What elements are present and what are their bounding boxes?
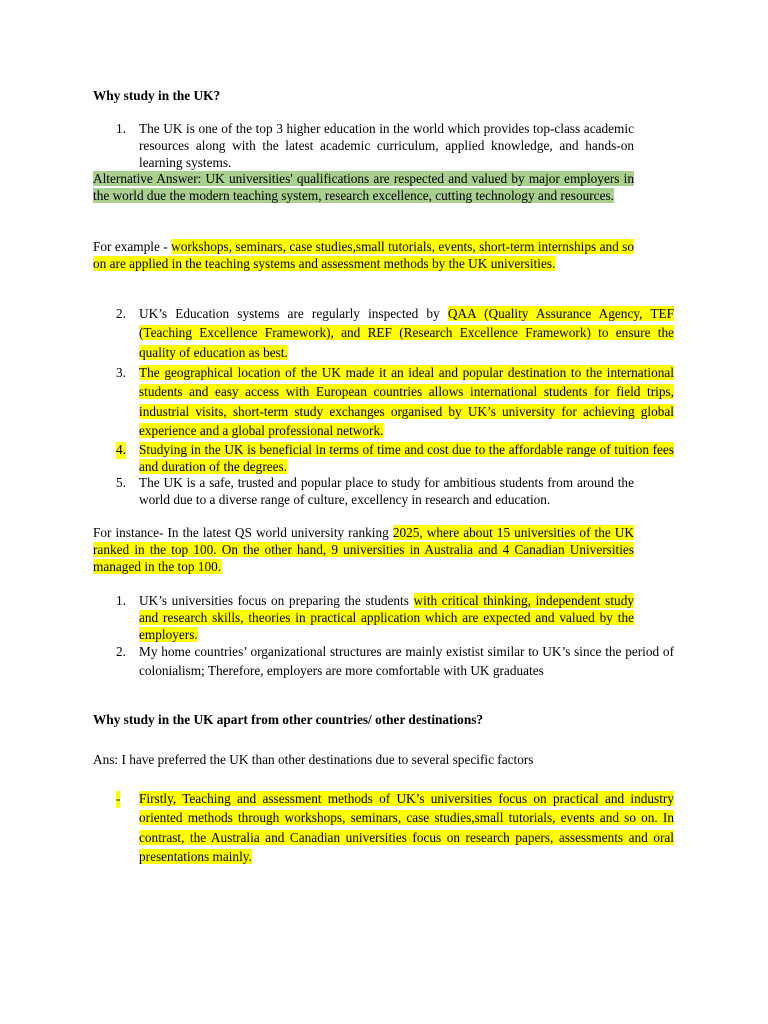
list-item-lead: UK’s Education systems are regularly inspected by: [139, 306, 448, 321]
heading-why-study-uk: Why study in the UK?: [93, 88, 221, 103]
list-item-text: [139, 363, 674, 441]
list-number: 3.: [116, 365, 126, 380]
list-item-text: The UK is one of the top 3 higher education in the world which provides top-class academic resources along with the latest academic curriculum, applied knowledge, and hands-on learning systems.: [139, 121, 634, 170]
list-item-text: [139, 593, 634, 643]
answer-line: Ans: I have preferred the UK than other destinations due to several specific factors: [93, 752, 534, 767]
list-number: 2.: [116, 306, 126, 321]
list-number: 5.: [116, 475, 126, 490]
yellow-highlight: The geographical location of the UK made it an ideal and popular destination to the international students and easy access with European countries allows international students for field trips, industrial visits, short-term study exchanges organised by UK’s university for achieving global experience and a global professional network.: [139, 365, 674, 439]
instance-lead: For instance- In the latest QS world university ranking: [93, 525, 393, 540]
example-lead: For example -: [93, 239, 172, 254]
alternative-answer-paragraph: [93, 171, 634, 205]
yellow-highlight: 2025, where about 15 universities of the UK ranked in the top 100. On the other hand, 9 universities in Australia and 4 Canadian Universities managed in the top 100.: [93, 525, 634, 574]
heading-apart-from-other-countries: Why study in the UK apart from other countries/ other destinations?: [93, 712, 484, 727]
yellow-highlight: Studying in the UK is beneficial in terms of time and cost due to the affordable range of tuition fees and duration of the degrees.: [139, 442, 674, 474]
green-highlight: Alternative Answer: UK universities' qualifications are respected and valued by major employers in the world due the modern teaching system, research excellence, cutting technology and resources.: [93, 171, 634, 203]
yellow-highlight: QAA (Quality Assurance Agency, TEF (Teaching Excellence Framework), and REF (Research Excellence Framework) to ensure the quality of education as best.: [139, 306, 675, 360]
list-number: 2.: [116, 644, 126, 659]
list-number: 1.: [116, 121, 126, 136]
yellow-highlight: Firstly, Teaching and assessment methods of UK’s universities focus on practical and industry oriented methods through workshops, seminars, case studies,small tutorials, events and so on. In contrast, the Australia and Canadian universities focus on research papers, assessments and oral presentations mainly.: [139, 791, 674, 865]
list-item-lead: UK’s universities focus on preparing the students: [139, 593, 414, 608]
list-item-text: The UK is a safe, trusted and popular place to study for ambitious students from around the world due to a diverse range of culture, excellency in research and education.: [139, 475, 634, 507]
yellow-highlight: workshops, seminars, case studies,small tutorials, events, short-term internships and so on are applied in the teaching systems and assessment methods by the UK universities.: [93, 239, 634, 271]
list-item-text: My home countries’ organizational structures are mainly existist similar to UK’s since the period of colonialism; Therefore, employers are more comfortable with UK graduates: [139, 644, 674, 679]
list-number: 1.: [116, 593, 126, 608]
yellow-highlight: with critical thinking, independent study and research skills, theories in practical application which are expected and valued by the employers.: [139, 593, 634, 642]
list-item-text: [139, 304, 674, 362]
example-paragraph: [93, 239, 634, 273]
list-number: 4.: [116, 442, 126, 457]
instance-paragraph: [93, 525, 634, 575]
bullet-dash: -: [116, 791, 121, 806]
list-item-text: [139, 442, 674, 476]
bullet-item-text: [139, 789, 674, 867]
